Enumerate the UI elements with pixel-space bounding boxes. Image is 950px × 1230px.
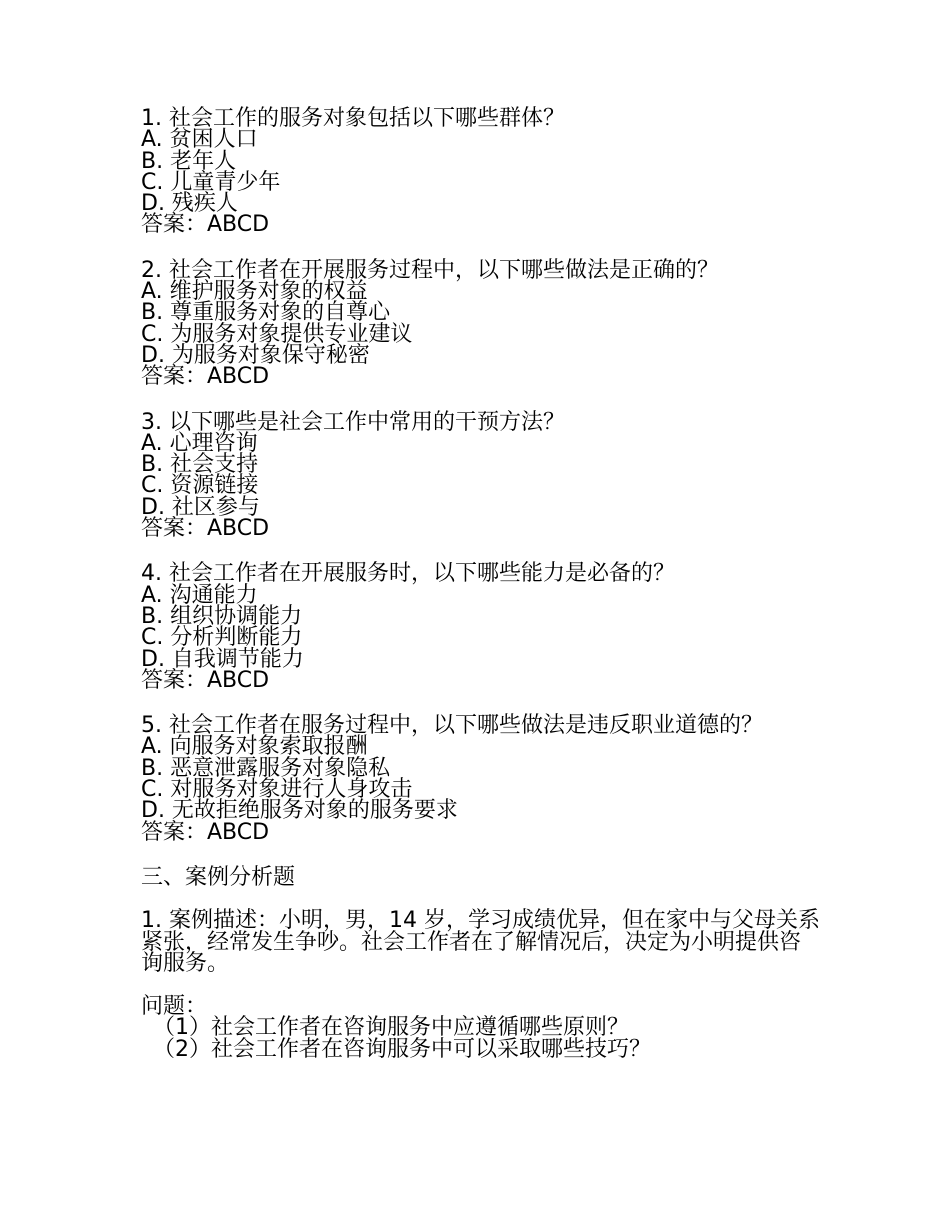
option-d: D. 无故拒绝服务对象的服务要求 — [141, 798, 458, 824]
option-b: B. 组织协调能力 — [141, 603, 303, 629]
option-b: B. 社会支持 — [141, 452, 259, 478]
questions-label: 问题： — [141, 994, 208, 1020]
question-4 — [141, 563, 821, 691]
question-1 — [141, 108, 821, 236]
option-a: A. 沟通能力 — [141, 582, 258, 608]
question-5 — [141, 715, 821, 843]
answer: 答案：ABCD — [141, 819, 270, 845]
case-questions — [141, 996, 821, 1060]
question-stem: 3. 以下哪些是社会工作中常用的干预方法？ — [141, 409, 565, 435]
option-c: C. 为服务对象提供专业建议 — [141, 321, 413, 347]
option-a: A. 心理咨询 — [141, 430, 258, 456]
option-a: A. 向服务对象索取报酬 — [141, 734, 368, 760]
option-c: C. 对服务对象进行人身攻击 — [141, 777, 413, 803]
option-c: C. 资源链接 — [141, 473, 259, 499]
option-d: D. 自我调节能力 — [141, 646, 304, 672]
sub-question-2: （2）社会工作者在咨询服务中可以采取哪些技巧？ — [153, 1036, 651, 1062]
question-2 — [141, 257, 821, 390]
question-stem: 4. 社会工作者在开展服务时，以下哪些能力是必备的？ — [141, 561, 675, 587]
option-b: B. 老年人 — [141, 148, 237, 174]
section-title: 三、案例分析题 — [141, 864, 296, 890]
option-d: D. 残疾人 — [141, 191, 238, 217]
option-d: D. 社区参与 — [141, 494, 260, 520]
option-d: D. 为服务对象保守秘密 — [141, 342, 370, 368]
section-heading — [141, 864, 821, 890]
option-a: A. 维护服务对象的权益 — [141, 279, 368, 305]
document-page — [141, 108, 821, 1060]
sub-question-1: （1）社会工作者在咨询服务中应遵循哪些原则？ — [153, 1015, 629, 1041]
question-3 — [141, 409, 821, 542]
answer: 答案：ABCD — [141, 364, 270, 390]
question-stem: 2. 社会工作者在开展服务过程中，以下哪些做法是正确的？ — [141, 257, 719, 283]
question-stem: 1. 社会工作的服务对象包括以下哪些群体？ — [141, 106, 565, 131]
option-c: C. 分析判断能力 — [141, 625, 303, 651]
question-stem: 5. 社会工作者在服务过程中，以下哪些做法是违反职业道德的？ — [141, 713, 763, 739]
answer: 答案：ABCD — [141, 516, 270, 542]
case-text: 1. 案例描述：小明，男，14 岁，学习成绩优异，但在家中与父母关系紧张，经常发生争吵。社会工作者在了解情况后，决定为小明提供咨询服务。 — [141, 908, 820, 976]
case-description — [141, 910, 821, 974]
answer: 答案：ABCD — [141, 212, 270, 238]
option-b: B. 尊重服务对象的自尊心 — [141, 300, 391, 326]
option-c: C. 儿童青少年 — [141, 169, 281, 195]
answer: 答案：ABCD — [141, 667, 270, 693]
option-b: B. 恶意泄露服务对象隐私 — [141, 755, 391, 781]
option-a: A. 贫困人口 — [141, 127, 258, 153]
